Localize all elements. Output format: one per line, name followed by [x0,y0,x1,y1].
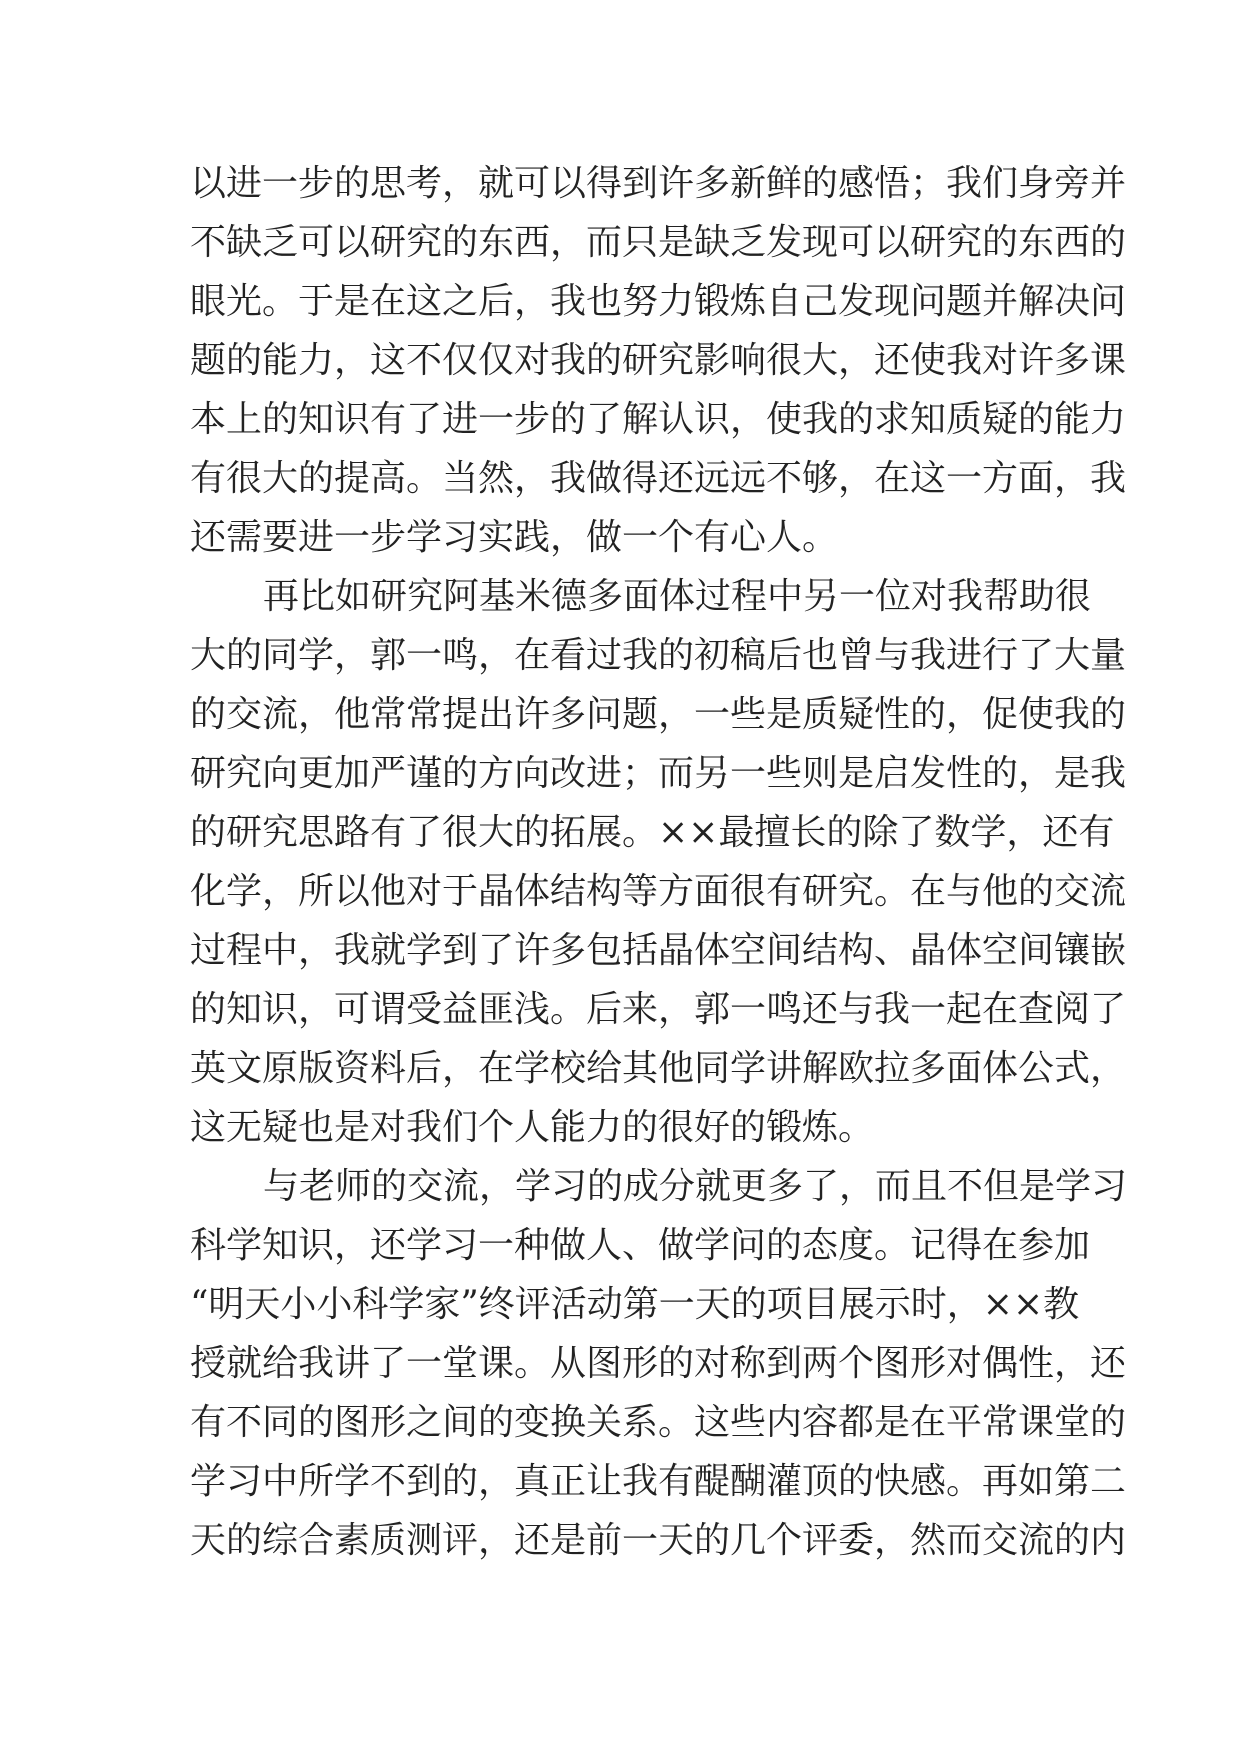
text-line: 这无疑也是对我们个人能力的很好的锻炼。 [190,1107,875,1148]
text-line: 天的综合素质测评，还是前一天的几个评委，然而交流的内 [190,1520,1127,1561]
text-line: “明天小小科学家”终评活动第一天的项目展示时，××教 [190,1284,1080,1325]
body-text [190,154,1128,1570]
text-line: 的知识，可谓受益匪浅。后来，郭一鸣还与我一起在查阅了 [190,989,1127,1030]
text-line: 有不同的图形之间的变换关系。这些内容都是在平常课堂的 [190,1402,1127,1443]
text-line: 学习中所学不到的，真正让我有醍醐灌顶的快感。再如第二 [190,1461,1127,1502]
text-line: 科学知识，还学习一种做人、做学问的态度。记得在参加 [190,1225,1091,1266]
paragraph-first-line: 再比如研究阿基米德多面体过程中另一位对我帮助很 [263,576,1092,617]
text-line: 不缺乏可以研究的东西，而只是缺乏发现可以研究的东西的 [190,222,1127,263]
paragraph-first-line: 与老师的交流，学习的成分就更多了，而且不但是学习 [263,1166,1128,1207]
text-line: 眼光。于是在这之后，我也努力锻炼自己发现问题并解决问 [190,281,1127,322]
text-line: 授就给我讲了一堂课。从图形的对称到两个图形对偶性，还 [190,1343,1127,1384]
text-line: 的研究思路有了很大的拓展。××最擅长的除了数学，还有 [190,812,1115,853]
text-line: 的交流，他常常提出许多问题，一些是质疑性的，促使我的 [190,694,1127,735]
text-line: 化学，所以他对于晶体结构等方面很有研究。在与他的交流 [190,871,1127,912]
text-line: 过程中，我就学到了许多包括晶体空间结构、晶体空间镶嵌 [190,930,1127,971]
text-line: 还需要进一步学习实践，做一个有心人。 [190,517,839,558]
text-line: 本上的知识有了进一步的了解认识，使我的求知质疑的能力 [190,399,1127,440]
text-line: 大的同学，郭一鸣，在看过我的初稿后也曾与我进行了大量 [190,635,1127,676]
text-line: 以进一步的思考，就可以得到许多新鲜的感悟；我们身旁并 [190,163,1127,204]
text-line: 题的能力，这不仅仅对我的研究影响很大，还使我对许多课 [190,340,1127,381]
text-line: 研究向更加严谨的方向改进；而另一些则是启发性的，是我 [190,753,1127,794]
text-line: 有很大的提高。当然，我做得还远远不够，在这一方面，我 [190,458,1127,499]
text-line: 英文原版资料后，在学校给其他同学讲解欧拉多面体公式， [190,1048,1127,1089]
